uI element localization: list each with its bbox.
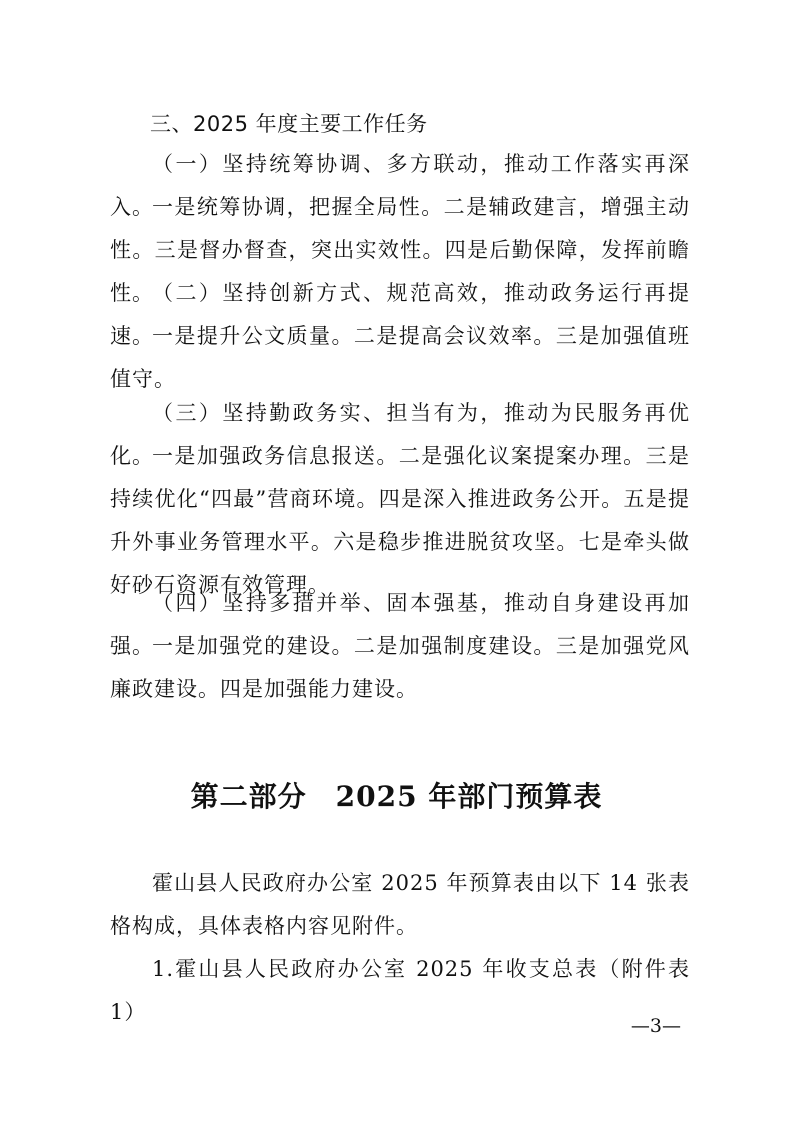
part-title: 第二部分 2025 年部门预算表 <box>190 780 603 813</box>
task-4-heading: （四）坚持多措并举、固本强基，推动自身建设再加强。 <box>110 591 690 658</box>
task-3-heading: （三）坚持勤政务实、担当有为，推动为民服务再优化。 <box>110 401 690 468</box>
task-4-body: 一是加强党的建设。二是加强制度建设。三是加强党风廉政建设。四是加强能力建设。 <box>110 634 690 701</box>
task-3-body: 一是加强政务信息报送。二是强化议案提案办理。三是持续优化“四最”营商环境。四是深入推进政务公开。五是提升外事业务管理水平。六是稳步推进脱贫攻坚。七是牵头做好砂石资源有效管理。 <box>110 444 690 597</box>
page-number: —3— <box>630 1015 681 1037</box>
list-item: 1.霍山县人民政府办公室 2025 年收支总表（附件表 1） <box>110 957 690 1024</box>
task-1-heading: （一）坚持统筹协调、多方联动，推动工作落实再深入。 <box>110 152 690 219</box>
intro-paragraph: 霍山县人民政府办公室 2025 年预算表由以下 14 张表格构成，具体表格内容见附件。 <box>110 871 690 938</box>
task-1-body: 一是统筹协调，把握全局性。二是辅政建言，增强主动性。三是督办督查，突出实效性。四是后勤保障，发挥前瞻性。 <box>110 195 690 305</box>
task-2-body: 一是提升公文质量。二是提高会议效率。三是加强值班值守。 <box>110 324 690 391</box>
section-heading: 三、2025 年度主要工作任务 <box>150 112 428 136</box>
task-2-heading: （二）坚持创新方式、规范高效，推动政务运行再提速。 <box>110 281 690 348</box>
